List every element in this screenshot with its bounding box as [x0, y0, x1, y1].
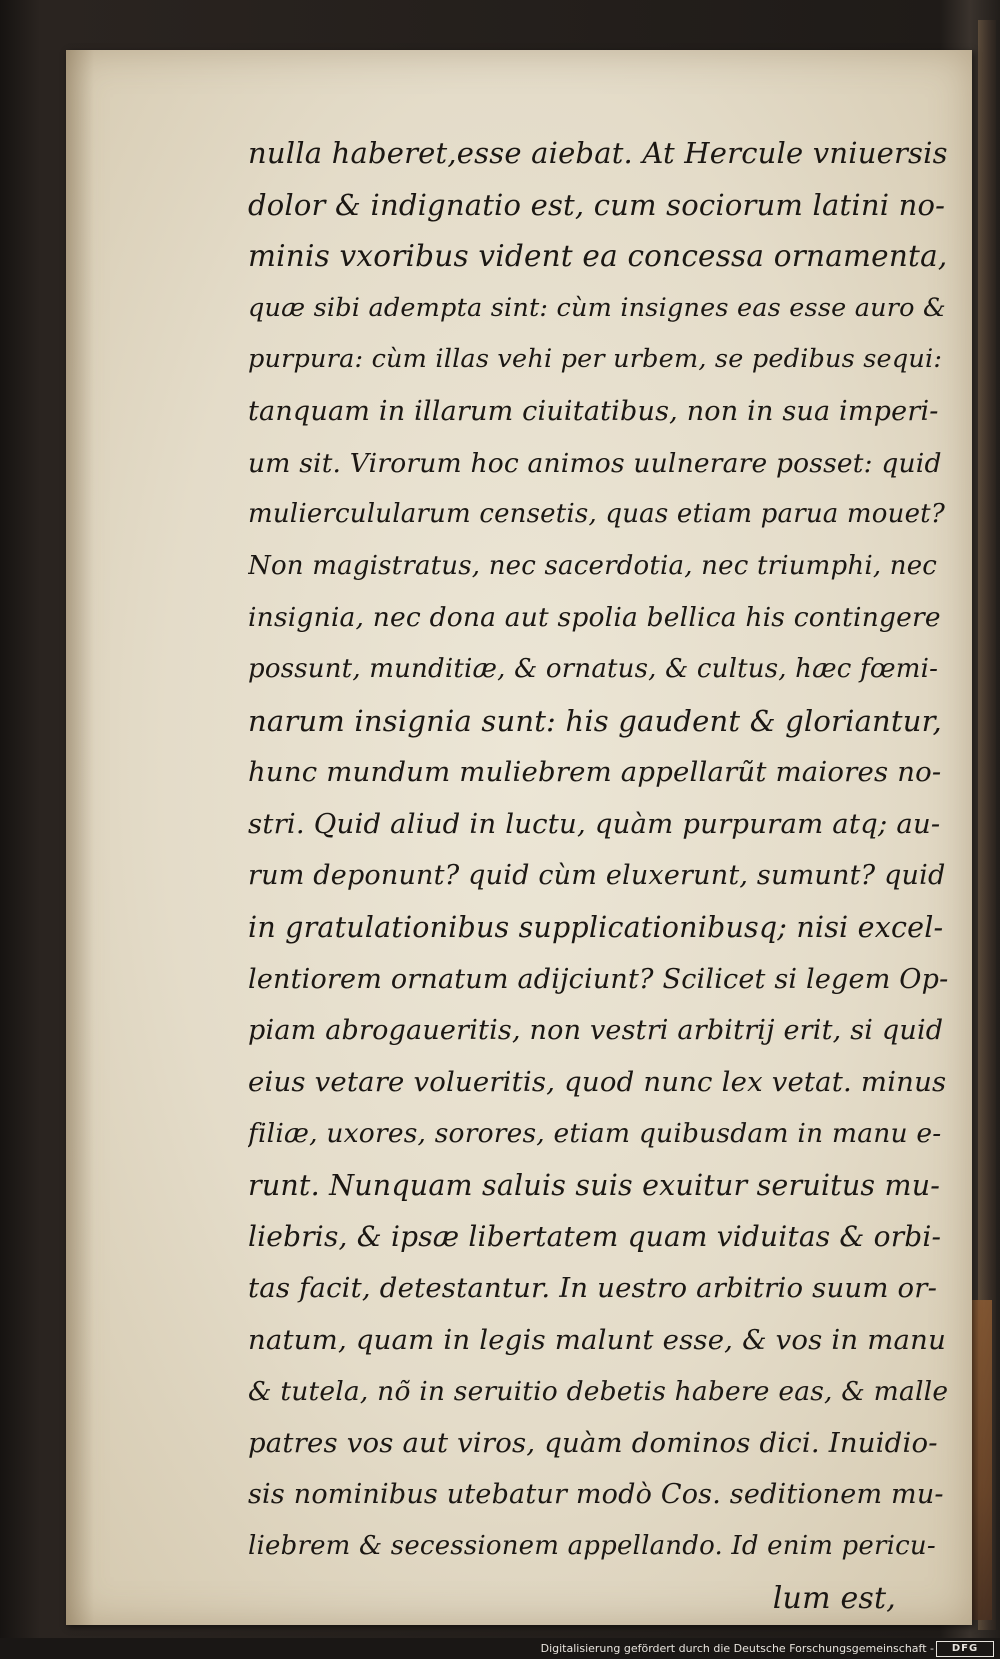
text-line: mulierculularum censetis, quas etiam parua mouet?: [248, 499, 945, 530]
page-gutter-shadow: [66, 50, 94, 1625]
text-line: & tutela, nõ in seruitio debetis habere eas, & malle: [248, 1376, 948, 1408]
digitization-credit: Digitalisierung gefördert durch die Deutsche Forschungsgemeinschaft -: [540, 1642, 934, 1655]
text-line: insignia, nec dona aut spolia bellica his contingere: [248, 602, 941, 634]
text-line: sis nominibus utebatur modò Cos. seditionem mu-: [248, 1479, 944, 1511]
text-line: eius vetare volueritis, quod nunc lex vetat. minus: [248, 1065, 947, 1098]
text-line: liebrem & secessionem appellando. Id enim pericu-: [248, 1531, 936, 1562]
text-line: stri. Quid aliud in luctu, quàm purpuram atq; au-: [248, 807, 941, 840]
text-line: lentiorem ornatum adijciunt? Scilicet si legem Op-: [248, 963, 948, 995]
dfg-logo: DFG: [936, 1641, 994, 1657]
text-line: runt. Nunquam saluis suis exuitur seruitus mu-: [248, 1168, 941, 1202]
text-line: purpura: cùm illas vehi per urbem, se pedibus sequi:: [248, 344, 943, 375]
text-line: quæ sibi adempta sint: cùm insignes eas esse auro &: [248, 292, 946, 323]
text-line: lum est,: [772, 1580, 896, 1616]
text-line: patres vos aut viros, quàm dominos dici. Inuidio-: [248, 1426, 938, 1459]
text-line: nulla haberet,esse aiebat. At Hercule vniuersis: [248, 136, 948, 170]
text-line: possunt, munditiæ, & ornatus, & cultus, hæc fœmi-: [248, 653, 939, 684]
text-line: in gratulationibus supplicationibusq; nisi excel-: [248, 910, 944, 944]
text-line: Non magistratus, nec sacerdotia, nec triumphi, nec: [248, 550, 938, 581]
text-line: tas facit, detestantur. In uestro arbitrio suum or-: [248, 1272, 938, 1305]
text-line: liebris, & ipsæ libertatem quam viduitas & orbi-: [248, 1220, 942, 1254]
text-line: filiæ, uxores, sorores, etiam quibusdam in manu e-: [248, 1118, 942, 1150]
text-line: minis vxoribus vident ea concessa ornamenta,: [248, 239, 948, 274]
text-line: tanquam in illarum ciuitatibus, non in sua imperi-: [248, 395, 939, 427]
text-line: rum deponunt? quid cùm eluxerunt, sumunt? quid: [248, 860, 946, 892]
text-line: hunc mundum muliebrem appellarũt maiores no-: [248, 756, 942, 789]
page-text: [248, 128, 948, 1624]
text-line: dolor & indignatio est, cum sociorum latini no-: [248, 187, 946, 222]
text-line: natum, quam in legis malunt esse, & vos in manu: [248, 1323, 946, 1356]
text-line: narum insignia sunt: his gaudent & gloriantur,: [248, 703, 942, 738]
text-line: um sit. Virorum hoc animos uulnerare posset: quid: [248, 447, 942, 479]
text-line: piam abrogaueritis, non vestri arbitrij erit, si quid: [248, 1015, 944, 1047]
